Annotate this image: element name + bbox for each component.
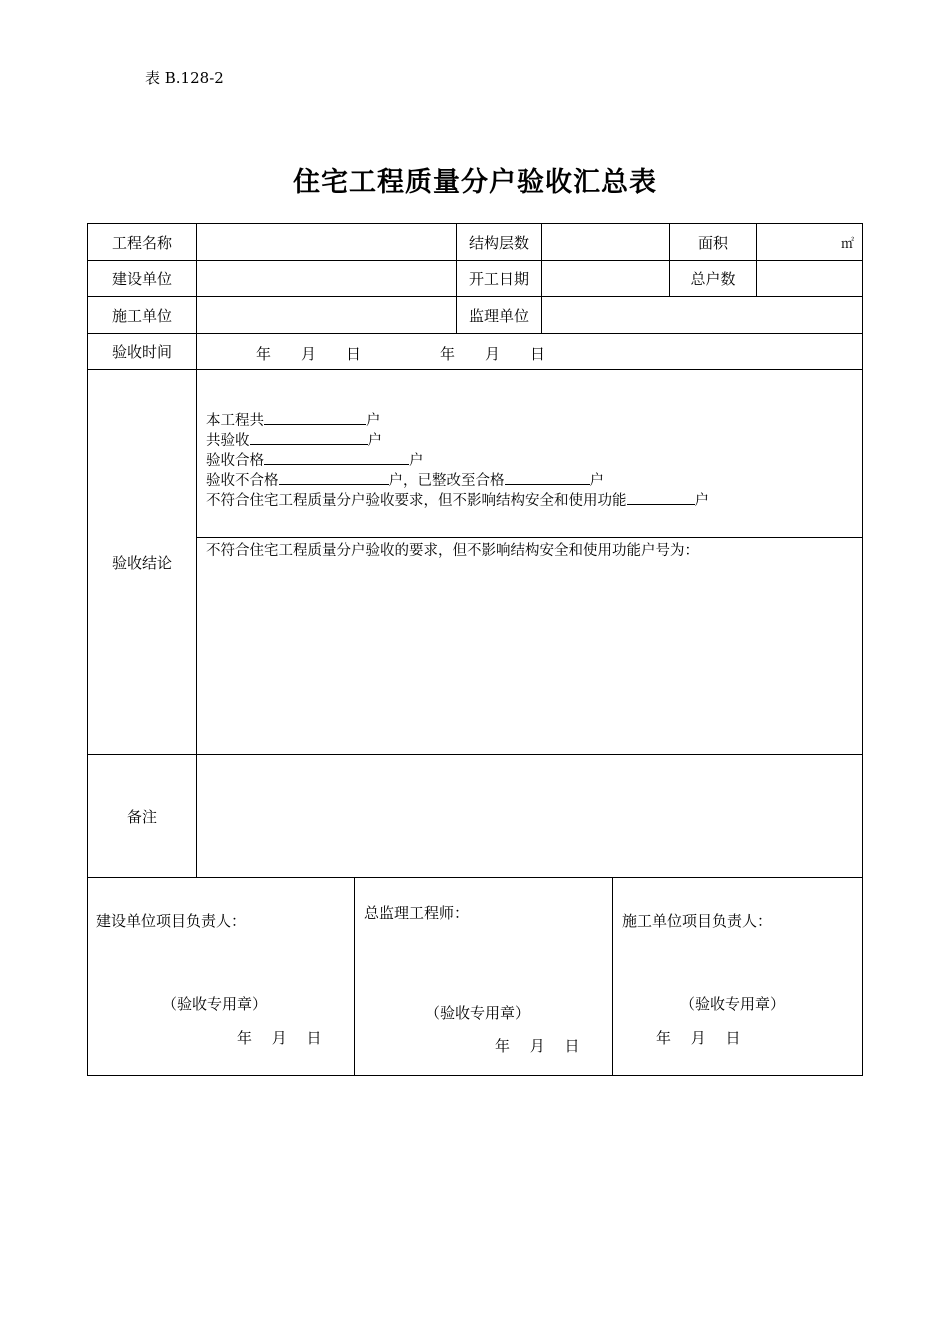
accepted-total-text: 共验收 xyxy=(206,433,250,449)
signature-divider xyxy=(354,877,355,1076)
unqualified-text: 验收不合格 xyxy=(206,473,279,489)
builder-signature-label: 建设单位项目负责人： xyxy=(96,912,247,930)
supervisor-label: 监理单位 xyxy=(468,306,529,325)
builder-seal: （验收专用章） xyxy=(162,995,268,1013)
date-to[interactable]: 年 月 日 xyxy=(440,345,546,363)
unit-text: 户 xyxy=(409,453,424,469)
date-from[interactable]: 年 月 日 xyxy=(256,345,362,363)
unit-text: 户 xyxy=(694,493,709,509)
supervisor-sign-date[interactable]: 年 月 日 xyxy=(495,1037,580,1055)
qualified-text: 验收合格 xyxy=(206,453,264,469)
noncompliant-text: 不符合住宅工程质量分户验收要求，但不影响结构安全和使用功能 xyxy=(206,493,627,509)
unit-text: 户 xyxy=(589,473,604,489)
noncompliant-blank[interactable] xyxy=(627,490,695,505)
contractor-label: 施工单位 xyxy=(111,306,172,325)
area-unit: ㎡ xyxy=(840,237,854,252)
table-border-bottom xyxy=(87,1075,863,1076)
rectified-text: 户，已整改至合格 xyxy=(388,473,505,489)
contractor-signature-label: 施工单位项目负责人： xyxy=(622,912,773,930)
rectified-blank[interactable] xyxy=(505,470,590,485)
total-households-field[interactable] xyxy=(757,261,862,296)
contractor-seal: （验收专用章） xyxy=(680,995,786,1013)
contractor-field[interactable] xyxy=(197,297,456,333)
supervisor-signature-label: 总监理工程师： xyxy=(364,904,470,922)
unqualified-blank[interactable] xyxy=(279,470,389,485)
supervisor-field[interactable] xyxy=(542,297,862,333)
project-name-label: 工程名称 xyxy=(111,233,172,252)
start-date-field[interactable] xyxy=(542,261,669,296)
conclusion-inner-divider xyxy=(196,537,863,538)
page-title: 住宅工程质量分户验收汇总表 xyxy=(293,167,657,198)
row-divider xyxy=(87,333,863,334)
structure-floors-field[interactable] xyxy=(542,224,669,260)
total-households-label: 总户数 xyxy=(690,270,736,288)
accepted-total-blank[interactable] xyxy=(250,430,368,445)
row-divider xyxy=(87,369,863,370)
builder-sign-date[interactable]: 年 月 日 xyxy=(237,1029,322,1047)
area-field[interactable] xyxy=(757,224,862,260)
remarks-field[interactable] xyxy=(197,755,862,877)
conclusion-summary xyxy=(206,410,709,510)
supervisor-seal: （验收专用章） xyxy=(425,1004,531,1022)
household-list-field[interactable] xyxy=(197,560,862,752)
table-border-right xyxy=(862,223,863,1076)
form-code: 表 B.128-2 xyxy=(145,69,224,87)
builder-label: 建设单位 xyxy=(111,270,172,288)
row-divider xyxy=(87,877,863,878)
conclusion-label: 验收结论 xyxy=(111,553,172,572)
contractor-sign-date[interactable]: 年 月 日 xyxy=(656,1029,741,1047)
structure-floors-label: 结构层数 xyxy=(468,233,529,252)
unit-text: 户 xyxy=(366,413,381,429)
project-name-field[interactable] xyxy=(197,224,456,260)
signature-divider xyxy=(612,877,613,1076)
household-list-label: 不符合住宅工程质量分户验收的要求，但不影响结构安全和使用功能户号为： xyxy=(206,543,699,559)
builder-field[interactable] xyxy=(197,261,456,296)
remarks-label: 备注 xyxy=(126,807,157,826)
total-households-text: 本工程共 xyxy=(206,413,264,429)
start-date-label: 开工日期 xyxy=(468,270,529,288)
area-label: 面积 xyxy=(697,233,728,252)
unit-text: 户 xyxy=(367,433,382,449)
total-households-blank[interactable] xyxy=(264,410,366,425)
qualified-blank[interactable] xyxy=(264,450,409,465)
acceptance-time-label: 验收时间 xyxy=(111,343,172,361)
